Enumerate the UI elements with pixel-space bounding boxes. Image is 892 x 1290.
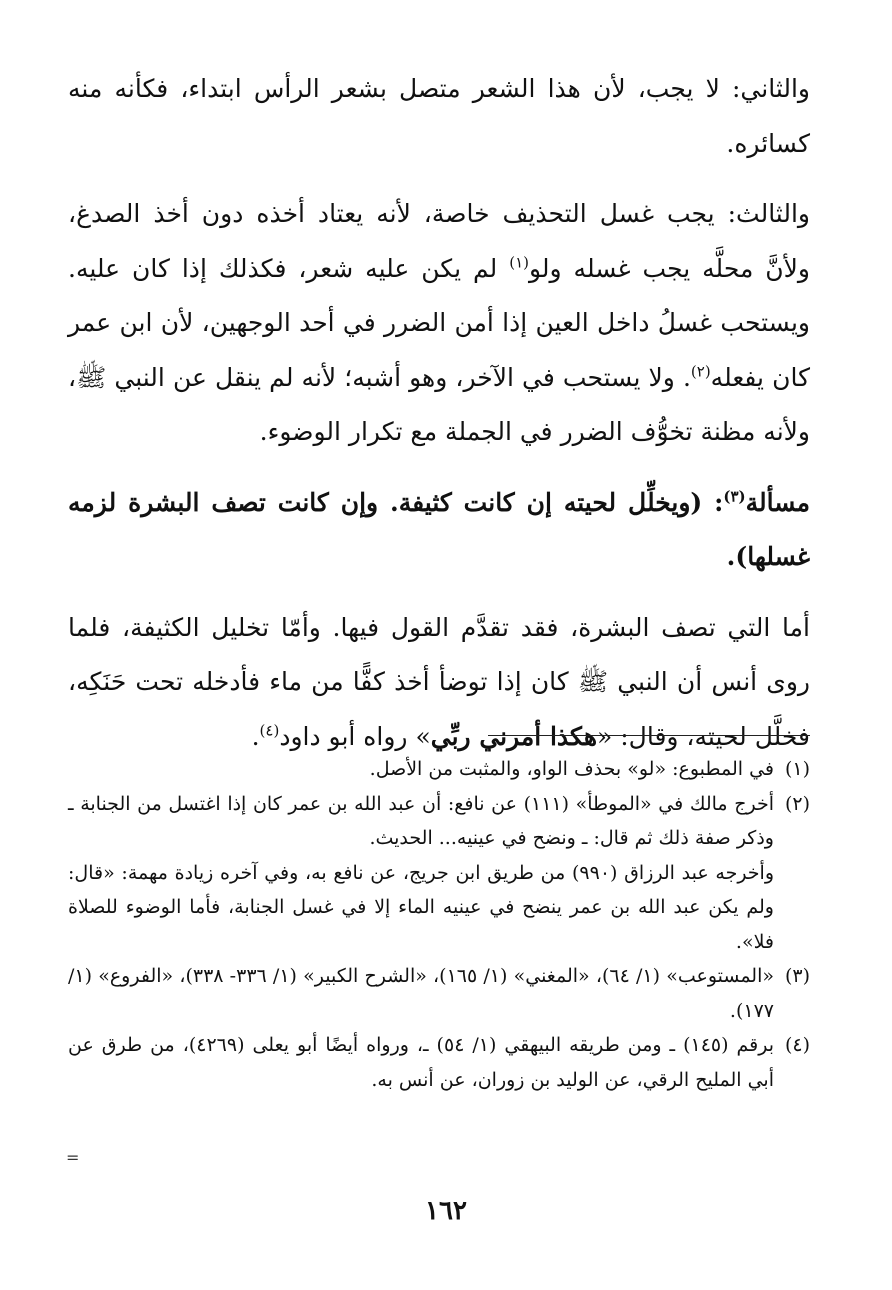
footnote-ref-1[interactable]: (١) (509, 253, 529, 272)
paragraph-1-text: والثاني: لا يجب، لأن هذا الشعر متصل بشعر الرأس ابتداء، فكأنه منه كسائره. (68, 74, 810, 158)
footnote-body (68, 752, 774, 787)
paragraph-3-text-b: » رواه أبو داود (279, 721, 431, 751)
footnote-body (68, 959, 774, 1028)
masala-label: مسألة (745, 487, 810, 517)
footnote-number: (٢) (784, 792, 810, 815)
paragraph-1 (68, 62, 810, 171)
footnote-line: في المطبوع: «لو» بحذف الواو، والمثبت من الأصل. (369, 758, 774, 780)
footnote-3 (68, 959, 810, 1028)
footnote-line: أخرج مالك في «الموطأ» (١١١) عن نافع: أن عبد الله بن عمر كان إذا اغتسل من الجنابة ـ وذكر صفة ذلك ثم قال: ـ ونضح في عينيه... الحديث. (68, 792, 774, 849)
main-text (68, 62, 810, 780)
footnote-divider (488, 735, 810, 736)
footnote-line: «المستوعب» (١/ ٦٤)، «المغني» (١/ ١٦٥)، «الشرح الكبير» (١/ ٣٣٦- ٣٣٨)، «الفروع» (١/ ١٧٧). (68, 965, 774, 1022)
paragraph-3 (68, 601, 810, 765)
continuation-mark: = (66, 1148, 80, 1167)
footnote-line: برقم (١٤٥) ـ ومن طريقه البيهقي (١/ ٥٤) ـ، ورواه أيضًا أبو يعلى (٤٢٦٩)، من طرق عن أبي المليح الرقي، عن الوليد بن زوران، عن أنس به. (68, 1034, 775, 1091)
paragraph-3-end: . (251, 721, 260, 751)
paragraph-2-text-c: . ولا يستحب في الآخر، وهو أشبه؛ لأنه لم ينقل عن النبي ﷺ، ولأنه مظنة تخوُّف الضرر في الجملة مع تكرار الوضوء. (68, 362, 810, 446)
footnote-4 (68, 1028, 810, 1097)
paragraph-3-text-a: أما التي تصف البشرة، فقد تقدَّم القول فيها. وأمّا تخليل الكثيفة، فلما روى أنس أن النبي ﷺ كان إذا توضأ أخذ كفًّا من ماء فأدخله تحت حَنَكِه، فخلَّل لحيته، وقال: « (68, 612, 810, 751)
footnote-line: وأخرجه عبد الرزاق (٩٩٠) من طريق ابن جريج، عن نافع به، وفي آخره زيادة مهمة: «قال: ولم يكن عبد الله بن عمر ينضح في عينيه الماء إلا في غسل الجنابة، فأما الوضوء للصلاة فلا». (68, 861, 775, 953)
footnote-2 (68, 787, 810, 960)
footnote-ref-4[interactable]: (٤) (259, 721, 280, 740)
footnote-ref-3[interactable]: (٣) (723, 487, 746, 506)
footnotes (68, 752, 810, 1097)
paragraph-2-text-b: لم يكن عليه شعر، فكذلك إذا كان عليه. ويستحب غسلُ داخل العين إذا أمن الضرر في أحد الوجهين، لأن ابن عمر كان يفعله (68, 253, 810, 392)
paragraph-2 (68, 187, 810, 460)
masala-text: : (ويخلِّل لحيته إن كانت كثيفة. وإن كانت تصف البشرة لزمه غسلها). (68, 487, 810, 571)
footnote-1 (68, 752, 810, 787)
footnote-body (68, 1028, 774, 1097)
footnote-ref-2[interactable]: (٢) (690, 362, 711, 381)
footnote-number: (٣) (784, 965, 810, 987)
footnote-number: (١) (784, 758, 810, 780)
masala-heading (68, 476, 810, 585)
paragraph-2-text-a: والثالث: يجب غسل التحذيف خاصة، لأنه يعتاد أخذه دون أخذ الصدغ، ولأنَّ محلَّه يجب غسله ولو (68, 199, 810, 283)
hadith-quote: هكذا أمرني ربِّي (430, 721, 598, 751)
footnote-number: (٤) (784, 1034, 810, 1056)
page-number: ١٦٢ (425, 1196, 467, 1226)
footnote-body (68, 787, 774, 960)
